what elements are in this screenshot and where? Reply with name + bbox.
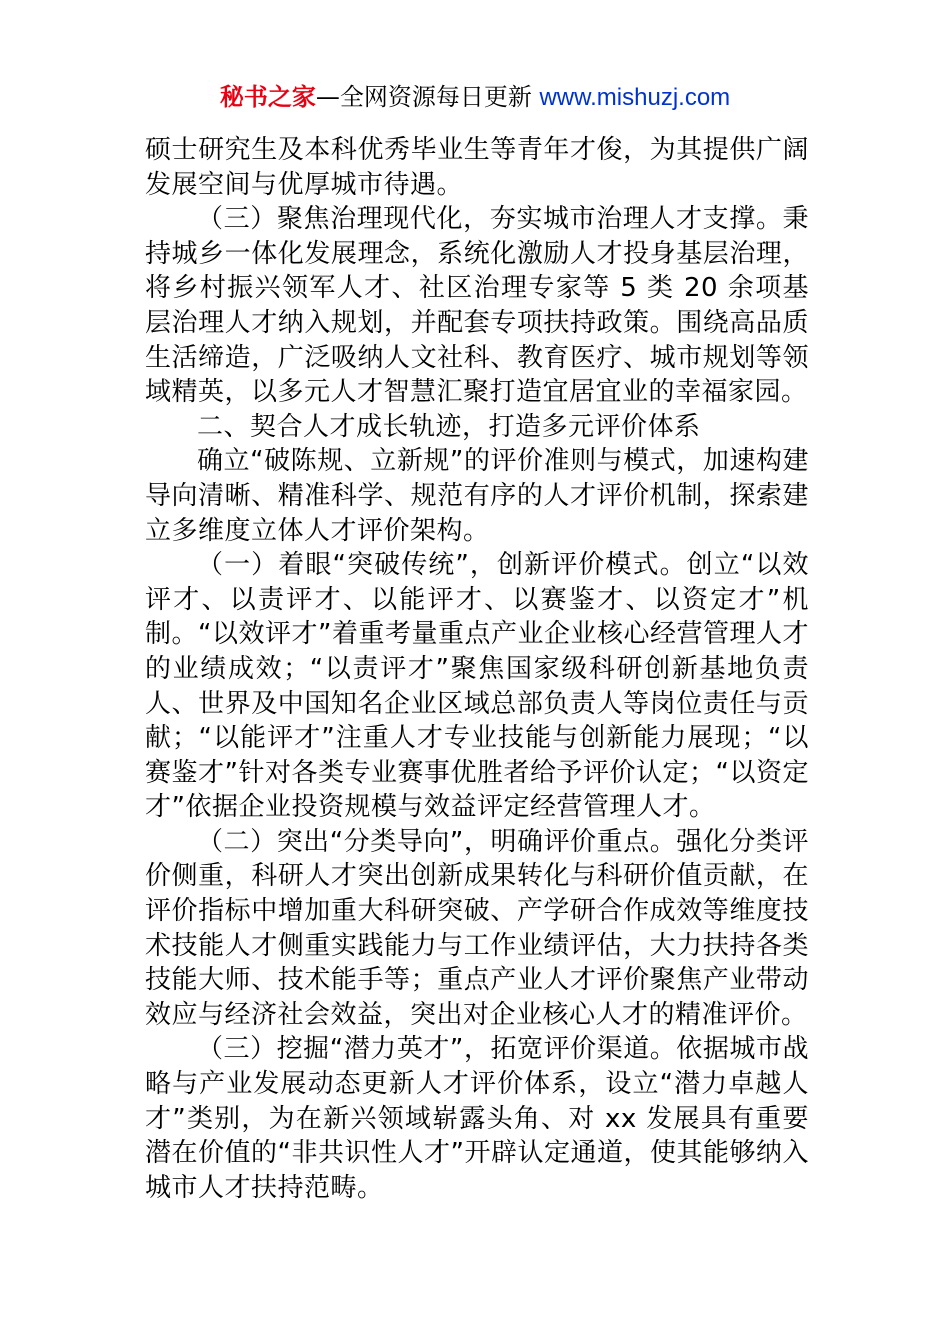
header-tagline: —全网资源每日更新 xyxy=(315,83,532,111)
paragraph-subsection-3: （三）挖掘“潜力英才”，拓宽评价渠道。依据城市战略与产业发展动态更新人才评价体系，设立“潜力卓越人才”类别，为在新兴领域崭露头角、对 xx 发展具有重要潜在价值的“非共识性人才”开辟认定通道，使其能够纳入城市人才扶持范畴。 xyxy=(145,1034,809,1203)
brand-name: 秘书之家 xyxy=(219,83,316,111)
paragraph-evaluation-intro: 确立“破陈规、立新规”的评价准则与模式，加速构建导向清晰、精准科学、规范有序的人才评价机制，探索建立多维度立体人才评价架构。 xyxy=(145,446,809,546)
site-header xyxy=(0,80,950,115)
paragraph-section-3-governance: （三）聚焦治理现代化，夯实城市治理人才支撑。秉持城乡一体化发展理念，系统化激励人才投身基层治理，将乡村振兴领军人才、社区治理专家等 5 类 20 余项基层治理人才纳入规划，并配套专项扶持政策。围绕高品质生活缔造，广泛吸纳人文社科、教育医疗、城市规划等领域精英，以多元人才智慧汇聚打造宜居宜业的幸福家园。 xyxy=(145,204,809,408)
paragraph-subsection-2: （二）突出“分类导向”，明确评价重点。强化分类评价侧重，科研人才突出创新成果转化与科研价值贡献，在评价指标中增加重大科研突破、产学研合作成效等维度技术技能人才侧重实践能力与工作业绩评估，大力扶持各类技能大师、技术能手等；重点产业人才评价聚焦产业带动效应与经济社会效益，突出对企业核心人才的精准评价。 xyxy=(145,826,809,1030)
document-body xyxy=(145,133,809,1205)
paragraph-subsection-1: （一）着眼“突破传统”，创新评价模式。创立“以效评才、以责评才、以能评才、以赛鉴才、以资定才”机制。“以效评才”着重考量重点产业企业核心经营管理人才的业绩成效；“以责评才”聚焦国家级科研创新基地负责人、世界及中国知名企业区域总部负责人等岗位责任与贡献；“以能评才”注重人才专业技能与创新能力展现；“以赛鉴才”针对各类专业赛事优胜者给予评价认定；“以资定才”依据企业投资规模与效益评定经营管理人才。 xyxy=(145,550,809,823)
site-url-link[interactable]: www.mishuzj.com xyxy=(539,84,731,111)
section-heading-2: 二、契合人才成长轨迹，打造多元评价体系 xyxy=(197,411,701,442)
paragraph-continuation: 硕士研究生及本科优秀毕业生等青年才俊，为其提供广阔发展空间与优厚城市待遇。 xyxy=(145,135,809,200)
